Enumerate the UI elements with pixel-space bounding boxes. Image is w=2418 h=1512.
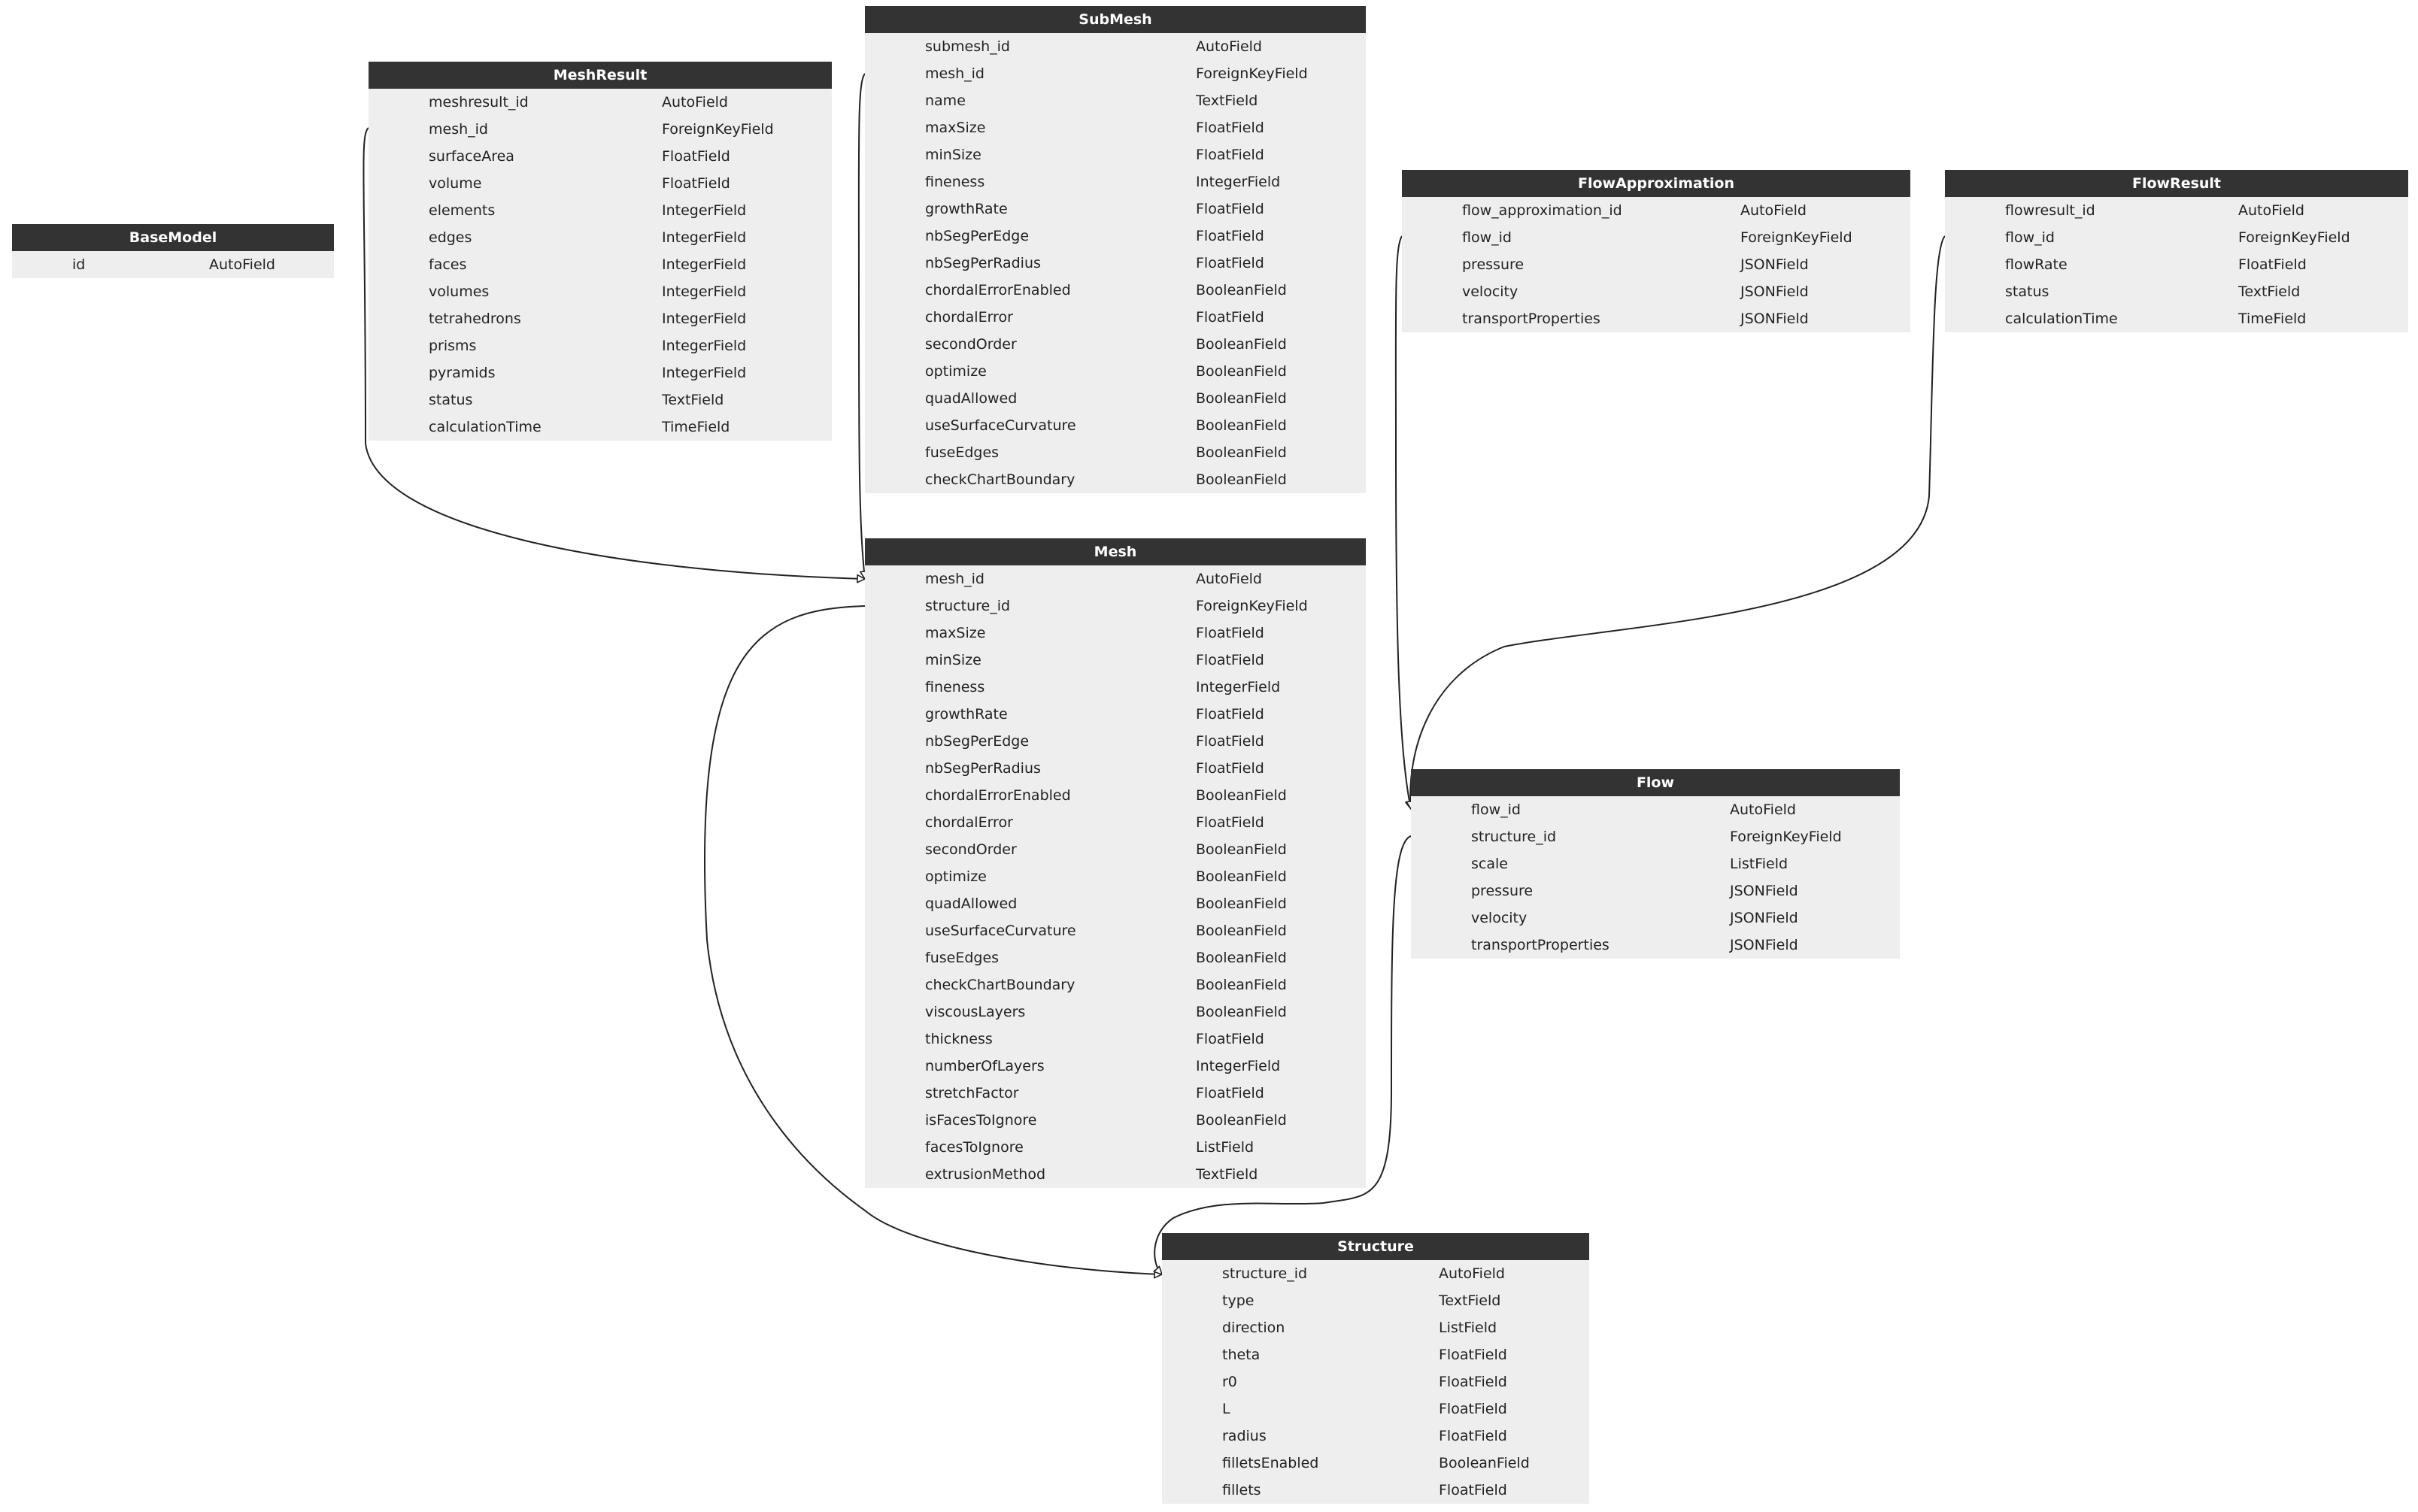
field-type: BooleanField	[1196, 417, 1287, 434]
field-row	[1162, 1368, 1589, 1395]
edge-submesh-to-mesh	[859, 74, 865, 579]
field-row	[865, 701, 1366, 728]
field-row	[865, 195, 1366, 223]
field-name: direction	[1222, 1320, 1285, 1336]
field-row	[1162, 1477, 1589, 1504]
field-type: JSONField	[1730, 910, 1798, 926]
field-name: structure_id	[925, 598, 1011, 614]
field-row	[865, 998, 1366, 1026]
field-row	[12, 251, 334, 278]
field-row	[865, 1026, 1366, 1053]
field-name: theta	[1222, 1347, 1261, 1363]
table-submesh	[865, 6, 1366, 493]
field-row	[865, 331, 1366, 358]
field-row	[369, 170, 832, 197]
field-row	[369, 224, 832, 251]
field-name: fuseEdges	[925, 444, 1000, 461]
field-name: numberOfLayers	[925, 1058, 1045, 1074]
field-name: id	[72, 256, 86, 273]
field-type: IntegerField	[662, 229, 747, 246]
field-row	[1402, 278, 1910, 305]
field-type: ForeignKeyField	[1196, 598, 1308, 614]
field-type: TextField	[2238, 283, 2301, 300]
field-row	[865, 87, 1366, 114]
field-name: stretchFactor	[925, 1085, 1019, 1101]
field-name: quadAllowed	[925, 895, 1018, 912]
field-row	[369, 116, 832, 143]
field-type: FloatField	[1439, 1428, 1507, 1444]
field-row	[1162, 1341, 1589, 1368]
field-name: secondOrder	[925, 841, 1017, 858]
field-name: flow_id	[1471, 801, 1521, 818]
field-row	[1411, 932, 1900, 959]
field-type: BooleanField	[1196, 336, 1287, 353]
field-row	[1945, 197, 2408, 224]
field-name: transportProperties	[1471, 937, 1609, 953]
field-type: ForeignKeyField	[662, 121, 774, 138]
field-name: name	[925, 92, 966, 109]
field-type: FloatField	[1196, 309, 1264, 326]
field-row	[865, 33, 1366, 60]
field-type: BooleanField	[1196, 390, 1287, 407]
field-row	[1411, 850, 1900, 877]
field-name: minSize	[925, 147, 981, 163]
field-type: BooleanField	[1196, 895, 1287, 912]
field-row	[369, 414, 832, 441]
field-row	[1411, 823, 1900, 850]
table-basemodel	[12, 224, 334, 278]
field-row	[1162, 1423, 1589, 1450]
field-type: TimeField	[662, 419, 730, 435]
field-row	[865, 223, 1366, 250]
field-name: volumes	[429, 283, 490, 300]
field-type: IntegerField	[662, 283, 747, 300]
field-name: status	[429, 392, 473, 408]
field-name: secondOrder	[925, 336, 1017, 353]
table-mesh	[865, 538, 1366, 1188]
field-row	[369, 278, 832, 305]
field-type: BooleanField	[1196, 1112, 1287, 1129]
field-name: maxSize	[925, 120, 986, 136]
field-type: IntegerField	[662, 311, 747, 327]
field-row	[369, 332, 832, 359]
field-row	[865, 385, 1366, 412]
field-name: type	[1222, 1292, 1255, 1309]
field-name: velocity	[1471, 910, 1528, 926]
field-row	[1945, 251, 2408, 278]
field-type: FloatField	[1196, 814, 1264, 831]
field-name: structure_id	[1222, 1265, 1308, 1282]
field-type: FloatField	[662, 175, 730, 192]
field-name: status	[2005, 283, 2049, 300]
field-row	[865, 60, 1366, 87]
field-name: edges	[429, 229, 472, 246]
field-name: flowresult_id	[2005, 202, 2095, 219]
field-name: useSurfaceCurvature	[925, 417, 1076, 434]
field-row	[865, 1161, 1366, 1188]
field-name: mesh_id	[925, 65, 984, 82]
field-row	[865, 114, 1366, 141]
field-type: AutoField	[2238, 202, 2304, 219]
field-type: FloatField	[1439, 1374, 1507, 1390]
table-flow	[1411, 769, 1900, 959]
field-row	[865, 439, 1366, 466]
field-name: mesh_id	[429, 121, 488, 138]
field-name: pressure	[1462, 256, 1525, 273]
field-type: AutoField	[1196, 571, 1262, 587]
field-type: ListField	[1730, 856, 1788, 872]
field-row	[865, 1080, 1366, 1107]
field-type: AutoField	[1730, 801, 1796, 818]
field-row	[865, 755, 1366, 782]
field-row	[1162, 1395, 1589, 1423]
field-type: FloatField	[1196, 733, 1264, 750]
field-type: ListField	[1196, 1139, 1255, 1156]
field-type: BooleanField	[1196, 444, 1287, 461]
field-name: submesh_id	[925, 38, 1010, 55]
field-row	[369, 89, 832, 116]
field-row	[1411, 904, 1900, 932]
field-type: ForeignKeyField	[1740, 229, 1852, 246]
field-type: TimeField	[2238, 311, 2307, 327]
field-row	[865, 890, 1366, 917]
field-row	[369, 305, 832, 332]
field-name: flow_id	[1462, 229, 1512, 246]
field-name: transportProperties	[1462, 311, 1600, 327]
field-type: FloatField	[1196, 201, 1264, 217]
field-type: ForeignKeyField	[2238, 229, 2350, 246]
field-name: nbSegPerRadius	[925, 760, 1041, 777]
table-title: Structure	[1162, 1233, 1589, 1260]
field-type: IntegerField	[662, 365, 747, 381]
field-row	[865, 565, 1366, 592]
field-type: FloatField	[1196, 255, 1264, 271]
table-structure	[1162, 1233, 1589, 1504]
field-type: BooleanField	[1439, 1455, 1530, 1471]
field-row	[865, 836, 1366, 863]
field-type: FloatField	[2238, 256, 2307, 273]
table-title: FlowResult	[1945, 170, 2408, 197]
field-type: FloatField	[1439, 1401, 1507, 1417]
field-type: FloatField	[1196, 120, 1264, 136]
table-title: Mesh	[865, 538, 1366, 565]
field-name: structure_id	[1471, 829, 1557, 845]
field-row	[1402, 224, 1910, 251]
field-row	[1945, 305, 2408, 332]
field-type: FloatField	[1196, 147, 1264, 163]
field-row	[1162, 1450, 1589, 1477]
field-type: TextField	[1439, 1292, 1501, 1309]
field-type: FloatField	[1196, 760, 1264, 777]
field-type: BooleanField	[1196, 282, 1287, 298]
field-row	[865, 250, 1366, 277]
table-title: SubMesh	[865, 6, 1366, 33]
field-name: nbSegPerEdge	[925, 228, 1030, 244]
field-row	[369, 197, 832, 224]
field-type: JSONField	[1740, 256, 1809, 273]
field-name: flow_approximation_id	[1462, 202, 1622, 219]
field-type: BooleanField	[1196, 363, 1287, 380]
field-name: thickness	[925, 1031, 993, 1047]
field-name: checkChartBoundary	[925, 977, 1076, 993]
field-row	[369, 251, 832, 278]
field-type: FloatField	[1439, 1347, 1507, 1363]
field-name: checkChartBoundary	[925, 471, 1076, 488]
field-name: facesToIgnore	[925, 1139, 1024, 1156]
field-name: mesh_id	[925, 571, 984, 587]
field-row	[865, 141, 1366, 168]
field-type: BooleanField	[1196, 787, 1287, 804]
field-type: IntegerField	[662, 338, 747, 354]
field-row	[865, 620, 1366, 647]
field-name: flow_id	[2005, 229, 2055, 246]
field-type: JSONField	[1730, 937, 1798, 953]
field-name: pyramids	[429, 365, 496, 381]
field-row	[865, 1053, 1366, 1080]
field-name: isFacesToIgnore	[925, 1112, 1037, 1129]
field-type: AutoField	[1196, 38, 1262, 55]
field-row	[1162, 1260, 1589, 1287]
field-name: surfaceArea	[429, 148, 514, 165]
field-name: quadAllowed	[925, 390, 1018, 407]
field-type: FloatField	[1439, 1482, 1507, 1498]
field-row	[1945, 278, 2408, 305]
field-row	[1411, 877, 1900, 904]
field-row	[1162, 1314, 1589, 1341]
field-type: ListField	[1439, 1320, 1497, 1336]
field-type: BooleanField	[1196, 1004, 1287, 1020]
field-type: IntegerField	[1196, 174, 1281, 190]
field-type: BooleanField	[1196, 977, 1287, 993]
field-row	[865, 1134, 1366, 1161]
field-type: TextField	[662, 392, 724, 408]
field-name: growthRate	[925, 706, 1008, 723]
field-type: JSONField	[1730, 883, 1798, 899]
field-name: growthRate	[925, 201, 1008, 217]
table-meshresult	[369, 62, 832, 441]
field-row	[1411, 796, 1900, 823]
field-type: AutoField	[1439, 1265, 1505, 1282]
table-title: Flow	[1411, 769, 1900, 796]
field-type: JSONField	[1740, 283, 1809, 300]
field-row	[865, 728, 1366, 755]
field-row	[1402, 251, 1910, 278]
field-type: FloatField	[1196, 625, 1264, 641]
field-row	[1945, 224, 2408, 251]
field-row	[369, 143, 832, 170]
field-name: filletsEnabled	[1222, 1455, 1319, 1471]
field-name: optimize	[925, 868, 987, 885]
field-type: IntegerField	[662, 202, 747, 219]
field-name: L	[1222, 1401, 1230, 1417]
field-type: ForeignKeyField	[1730, 829, 1842, 845]
field-row	[865, 863, 1366, 890]
field-name: extrusionMethod	[925, 1166, 1046, 1183]
field-row	[1402, 305, 1910, 332]
field-name: meshresult_id	[429, 94, 529, 111]
field-name: elements	[429, 202, 496, 219]
field-name: velocity	[1462, 283, 1518, 300]
field-name: chordalErrorEnabled	[925, 787, 1071, 804]
field-type: ForeignKeyField	[1196, 65, 1308, 82]
field-type: FloatField	[662, 148, 730, 165]
field-row	[865, 944, 1366, 971]
field-row	[865, 782, 1366, 809]
field-name: nbSegPerEdge	[925, 733, 1030, 750]
field-name: fineness	[925, 174, 985, 190]
field-name: prisms	[429, 338, 477, 354]
field-row	[865, 277, 1366, 304]
field-name: calculationTime	[429, 419, 542, 435]
field-name: useSurfaceCurvature	[925, 923, 1076, 939]
field-type: FloatField	[1196, 652, 1264, 668]
table-title: MeshResult	[369, 62, 832, 89]
table-title: BaseModel	[12, 224, 334, 251]
field-row	[369, 359, 832, 386]
field-row	[369, 386, 832, 414]
field-name: calculationTime	[2005, 311, 2118, 327]
field-name: faces	[429, 256, 467, 273]
field-row	[865, 971, 1366, 998]
field-row	[865, 809, 1366, 836]
field-name: chordalErrorEnabled	[925, 282, 1071, 298]
field-name: tetrahedrons	[429, 311, 521, 327]
field-type: BooleanField	[1196, 868, 1287, 885]
field-name: fillets	[1222, 1482, 1261, 1498]
field-type: IntegerField	[662, 256, 747, 273]
field-type: JSONField	[1740, 311, 1809, 327]
field-row	[865, 917, 1366, 944]
field-name: viscousLayers	[925, 1004, 1026, 1020]
field-type: BooleanField	[1196, 471, 1287, 488]
field-row	[865, 466, 1366, 493]
field-name: optimize	[925, 363, 987, 380]
field-type: TextField	[1196, 1166, 1258, 1183]
field-type: AutoField	[662, 94, 728, 111]
field-type: BooleanField	[1196, 841, 1287, 858]
field-type: TextField	[1196, 92, 1258, 109]
field-type: IntegerField	[1196, 1058, 1281, 1074]
field-name: nbSegPerRadius	[925, 255, 1041, 271]
field-name: minSize	[925, 652, 981, 668]
field-name: scale	[1471, 856, 1508, 872]
field-name: fuseEdges	[925, 950, 1000, 966]
field-type: BooleanField	[1196, 923, 1287, 939]
field-type: AutoField	[1740, 202, 1807, 219]
table-flowresult	[1945, 170, 2408, 332]
table-flowapproximation	[1402, 170, 1910, 332]
field-name: r0	[1222, 1374, 1237, 1390]
field-name: volume	[429, 175, 482, 192]
field-type: BooleanField	[1196, 950, 1287, 966]
field-row	[865, 304, 1366, 331]
table-title: FlowApproximation	[1402, 170, 1910, 197]
field-type: IntegerField	[1196, 679, 1281, 695]
field-type: AutoField	[209, 256, 275, 273]
field-type: FloatField	[1196, 228, 1264, 244]
field-row	[865, 358, 1366, 385]
field-name: maxSize	[925, 625, 986, 641]
field-row	[865, 592, 1366, 620]
field-name: radius	[1222, 1428, 1267, 1444]
field-name: flowRate	[2005, 256, 2068, 273]
field-name: fineness	[925, 679, 985, 695]
field-row	[865, 412, 1366, 439]
field-row	[865, 674, 1366, 701]
field-row	[865, 168, 1366, 195]
field-row	[865, 1107, 1366, 1134]
field-name: pressure	[1471, 883, 1534, 899]
field-name: chordalError	[925, 814, 1013, 831]
field-type: FloatField	[1196, 1085, 1264, 1101]
field-name: chordalError	[925, 309, 1013, 326]
field-row	[1402, 197, 1910, 224]
field-type: FloatField	[1196, 706, 1264, 723]
field-row	[1162, 1287, 1589, 1314]
field-type: FloatField	[1196, 1031, 1264, 1047]
field-row	[865, 647, 1366, 674]
